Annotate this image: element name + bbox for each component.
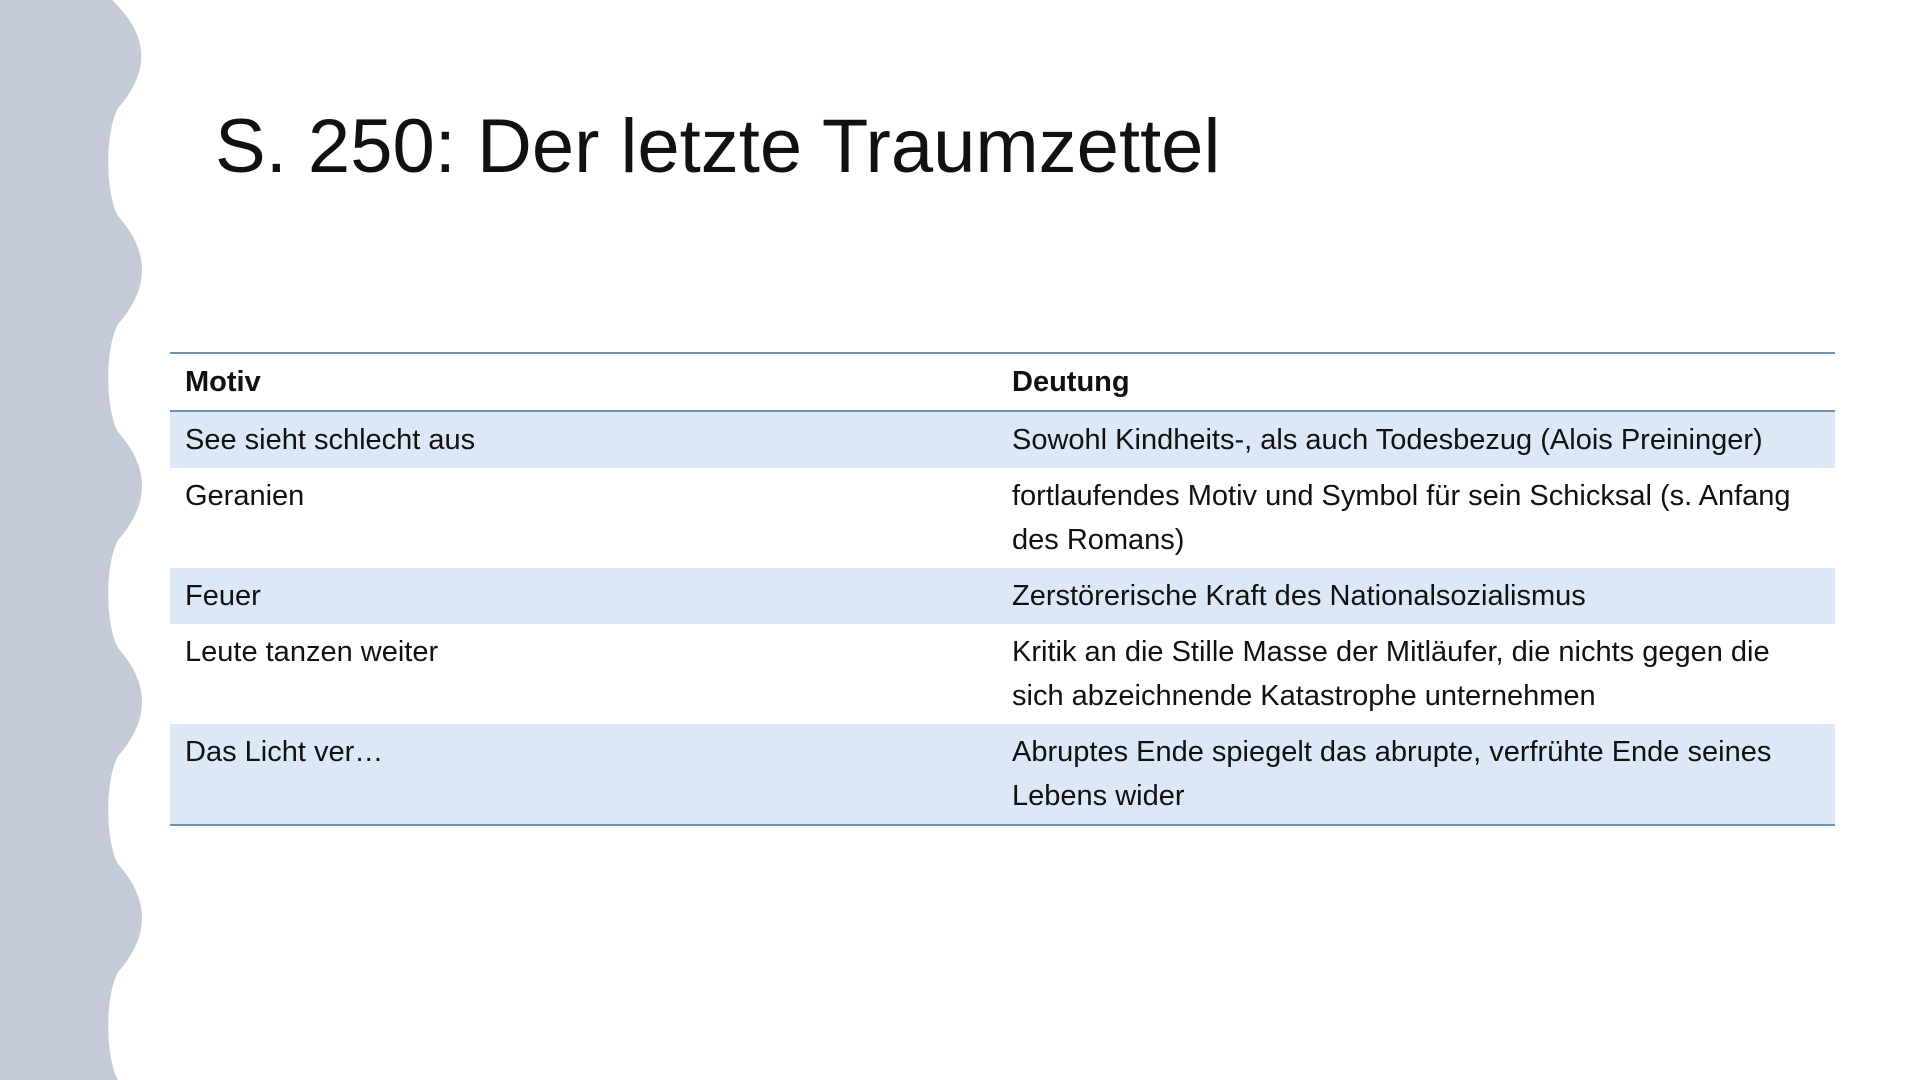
motif-cell: Feuer [170, 568, 997, 624]
motif-cell: Leute tanzen weiter [170, 624, 997, 724]
decorative-wave-border [0, 0, 150, 1080]
table-header-row [170, 353, 1835, 411]
column-header-motiv: Motiv [170, 353, 997, 411]
table-row [170, 568, 1835, 624]
slide-title: S. 250: Der letzte Traumzettel [215, 104, 1221, 189]
table-row [170, 411, 1835, 468]
interpretation-cell: Zerstörerische Kraft des Nationalsozialismus [997, 568, 1835, 624]
table-row [170, 624, 1835, 724]
motif-cell: Geranien [170, 468, 997, 568]
interpretation-cell: Kritik an die Stille Masse der Mitläufer, die nichts gegen die sich abzeichnende Katastrophe unternehmen [997, 624, 1835, 724]
interpretation-cell: Sowohl Kindheits-, als auch Todesbezug (Alois Preininger) [997, 411, 1835, 468]
table-row [170, 468, 1835, 568]
motif-cell: See sieht schlecht aus [170, 411, 997, 468]
table-row [170, 724, 1835, 825]
interpretation-cell: Abruptes Ende spiegelt das abrupte, verfrühte Ende seines Lebens wider [997, 724, 1835, 825]
motif-cell: Das Licht ver… [170, 724, 997, 825]
motif-table [170, 352, 1835, 826]
column-header-deutung: Deutung [997, 353, 1835, 411]
interpretation-cell: fortlaufendes Motiv und Symbol für sein Schicksal (s. Anfang des Romans) [997, 468, 1835, 568]
